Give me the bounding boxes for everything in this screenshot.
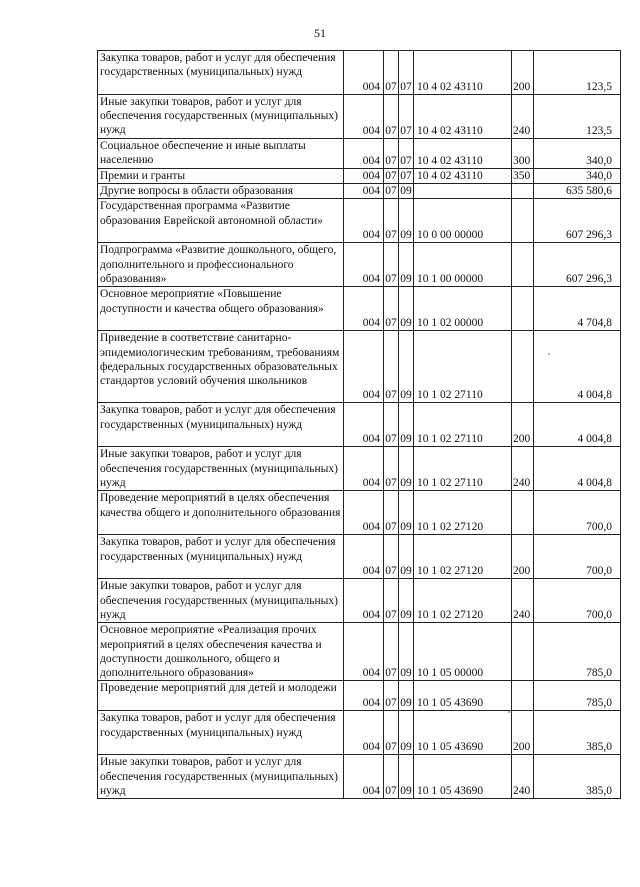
row-name: Закупка товаров, работ и услуг для обеспечения государственных (муниципальных) нужд xyxy=(98,51,344,95)
row-subsection-code: 09 xyxy=(399,331,414,403)
row-name: Закупка товаров, работ и услуг для обеспечения государственных (муниципальных) нужд xyxy=(98,711,344,755)
row-name: Другие вопросы в области образования xyxy=(98,184,344,199)
row-amount: 4 004,8 xyxy=(534,331,621,403)
row-subsection-code: 09 xyxy=(399,711,414,755)
table-row xyxy=(98,623,621,681)
row-target-article: 10 1 05 00000 xyxy=(414,623,512,681)
table-row xyxy=(98,139,621,169)
row-expense-type xyxy=(512,287,534,331)
row-section-code: 07 xyxy=(384,51,399,95)
row-amount: 700,0 xyxy=(534,491,621,535)
row-grbs-code: 004 xyxy=(344,681,384,711)
table-row xyxy=(98,681,621,711)
row-grbs-code: 004 xyxy=(344,403,384,447)
row-subsection-code: 09 xyxy=(399,447,414,491)
row-section-code: 07 xyxy=(384,579,399,623)
row-section-code: 07 xyxy=(384,711,399,755)
row-expense-type xyxy=(512,243,534,287)
table-row xyxy=(98,95,621,139)
row-target-article: 10 1 02 00000 xyxy=(414,287,512,331)
row-target-article xyxy=(414,184,512,199)
row-expense-type xyxy=(512,184,534,199)
row-target-article: 10 4 02 43110 xyxy=(414,51,512,95)
row-section-code: 07 xyxy=(385,170,397,182)
row-amount: 4 704,8 xyxy=(534,287,621,331)
row-grbs-code: 004 xyxy=(344,623,384,681)
row-target-article: 10 1 05 43690 xyxy=(414,755,512,799)
row-expense-type: 300 xyxy=(512,139,534,169)
row-target-article: 10 1 02 27120 xyxy=(414,535,512,579)
row-section-code: 07 xyxy=(384,139,399,169)
row-section-code: 07 xyxy=(384,243,399,287)
row-section-code: 07 xyxy=(384,535,399,579)
row-section-code: 07 xyxy=(384,95,399,139)
row-amount: 123,5 xyxy=(534,51,621,95)
row-name: Основное мероприятие «Реализация прочих мероприятий в целях обеспечения качества и доступности дошкольного, общего и дополнительного образования» xyxy=(98,623,344,681)
row-section-code: 07 xyxy=(384,331,399,403)
row-subsection-code: 09 xyxy=(399,403,414,447)
row-name: Закупка товаров, работ и услуг для обеспечения государственных (муниципальных) нужд xyxy=(98,403,344,447)
row-name: Закупка товаров, работ и услуг для обеспечения государственных (муниципальных) нужд xyxy=(98,535,344,579)
row-grbs-code: 004 xyxy=(344,287,384,331)
row-section-code: 07 xyxy=(384,623,399,681)
page-number: 51 xyxy=(314,26,326,40)
table-row xyxy=(98,331,621,403)
table-row xyxy=(98,184,621,199)
row-section-code: 07 xyxy=(384,199,399,243)
row-name: Проведение мероприятий в целях обеспечения качества общего и дополнительного образования xyxy=(98,491,344,535)
row-name: Проведение мероприятий для детей и молодежи xyxy=(98,681,344,711)
row-target-article: 10 1 05 43690 xyxy=(414,711,512,755)
row-amount: 340,0 xyxy=(534,139,621,169)
table-row xyxy=(98,491,621,535)
row-amount: 607 296,3 xyxy=(534,199,621,243)
row-subsection-code: 09 xyxy=(399,579,414,623)
row-expense-type: 240 xyxy=(512,447,534,491)
row-grbs-code: 004 xyxy=(344,184,384,199)
row-target-article: 10 1 02 27110 xyxy=(414,403,512,447)
table-row xyxy=(98,755,621,799)
row-expense-type xyxy=(512,331,534,403)
row-target-article: 10 1 02 27120 xyxy=(414,491,512,535)
table-row xyxy=(98,199,621,243)
table-row xyxy=(98,287,621,331)
row-grbs-code: 004 xyxy=(344,51,384,95)
row-amount: 785,0 xyxy=(534,681,621,711)
row-amount: 4 004,8 xyxy=(534,447,621,491)
row-target-article: 10 4 02 43110 xyxy=(414,169,512,184)
row-grbs-code: 004 xyxy=(344,139,384,169)
row-section-code: 07 xyxy=(385,185,397,198)
row-target-article: 10 1 02 27120 xyxy=(414,579,512,623)
row-subsection-code: 07 xyxy=(399,95,414,139)
row-name: Государственная программа «Развитие образования Еврейской автономной области» xyxy=(98,199,344,243)
row-expense-type: 240 xyxy=(512,579,534,623)
row-expense-type xyxy=(512,491,534,535)
row-section-code: 07 xyxy=(384,491,399,535)
row-section-code: 07 xyxy=(384,447,399,491)
scan-mark xyxy=(508,711,510,713)
row-amount: 385,0 xyxy=(534,755,621,799)
row-amount: 635 580,6 xyxy=(534,184,621,199)
row-expense-type: 240 xyxy=(512,95,534,139)
row-expense-type: 240 xyxy=(512,755,534,799)
row-amount: 123,5 xyxy=(534,95,621,139)
row-expense-type: 350 xyxy=(512,169,534,184)
row-section-code: 07 xyxy=(384,755,399,799)
row-amount: 700,0 xyxy=(534,535,621,579)
row-target-article: 10 1 00 00000 xyxy=(414,243,512,287)
row-grbs-code: 004 xyxy=(344,755,384,799)
row-subsection-code: 09 xyxy=(399,755,414,799)
table-body xyxy=(98,51,621,799)
row-name: Иные закупки товаров, работ и услуг для обеспечения государственных (муниципальных) нужд xyxy=(98,95,344,139)
row-amount: 4 004,8 xyxy=(534,403,621,447)
row-subsection-code: 07 xyxy=(399,51,414,95)
row-name: Иные закупки товаров, работ и услуг для обеспечения государственных (муниципальных) нужд xyxy=(98,579,344,623)
scan-mark xyxy=(548,353,550,355)
row-subsection-code: 09 xyxy=(399,287,414,331)
row-expense-type: 200 xyxy=(512,51,534,95)
row-grbs-code: 004 xyxy=(344,199,384,243)
row-name: Иные закупки товаров, работ и услуг для обеспечения государственных (муниципальных) нужд xyxy=(98,755,344,799)
row-section-code: 07 xyxy=(384,287,399,331)
row-name: Иные закупки товаров, работ и услуг для обеспечения государственных (муниципальных) нужд xyxy=(98,447,344,491)
row-grbs-code: 004 xyxy=(344,711,384,755)
row-amount: 700,0 xyxy=(534,579,621,623)
row-expense-type xyxy=(512,199,534,243)
table-row xyxy=(98,579,621,623)
row-target-article: 10 4 02 43110 xyxy=(414,95,512,139)
row-subsection-code: 09 xyxy=(399,681,414,711)
row-name: Основное мероприятие «Повышение доступности и качества общего образования» xyxy=(98,287,344,331)
row-name: Приведение в соответствие санитарно-эпидемиологическим требованиям, требованиям федеральных государственных образовательных стандартов условий обучения школьников xyxy=(98,331,344,403)
row-grbs-code: 004 xyxy=(344,331,384,403)
row-amount: 607 296,3 xyxy=(534,243,621,287)
table-row xyxy=(98,243,621,287)
row-expense-type: 200 xyxy=(512,711,534,755)
row-name: Премии и гранты xyxy=(98,169,344,184)
row-grbs-code: 004 xyxy=(344,535,384,579)
row-expense-type: 200 xyxy=(512,403,534,447)
row-amount: 340,0 xyxy=(534,169,621,184)
row-subsection-code: 09 xyxy=(399,535,414,579)
row-section-code: 07 xyxy=(384,403,399,447)
row-grbs-code: 004 xyxy=(344,579,384,623)
row-expense-type: 200 xyxy=(512,535,534,579)
table-row xyxy=(98,535,621,579)
table-row xyxy=(98,169,621,184)
row-subsection-code: 09 xyxy=(399,243,414,287)
table-row xyxy=(98,447,621,491)
row-expense-type xyxy=(512,681,534,711)
row-target-article: 10 1 02 27110 xyxy=(414,331,512,403)
row-subsection-code: 09 xyxy=(399,623,414,681)
row-amount: 385,0 xyxy=(534,711,621,755)
row-target-article: 10 1 02 27110 xyxy=(414,447,512,491)
row-target-article: 10 4 02 43110 xyxy=(414,139,512,169)
row-subsection-code: 07 xyxy=(400,170,412,182)
table-row xyxy=(98,711,621,755)
row-subsection-code: 09 xyxy=(400,185,412,198)
row-target-article: 10 0 00 00000 xyxy=(414,199,512,243)
table-row xyxy=(98,403,621,447)
row-grbs-code: 004 xyxy=(344,447,384,491)
row-subsection-code: 09 xyxy=(399,491,414,535)
row-grbs-code: 004 xyxy=(344,491,384,535)
row-grbs-code: 004 xyxy=(344,169,384,184)
budget-table xyxy=(97,50,621,799)
row-subsection-code: 09 xyxy=(399,199,414,243)
row-grbs-code: 004 xyxy=(344,95,384,139)
row-expense-type xyxy=(512,623,534,681)
row-target-article: 10 1 05 43690 xyxy=(414,681,512,711)
row-name: Социальное обеспечение и иные выплаты населению xyxy=(98,139,344,169)
table-row xyxy=(98,51,621,95)
row-amount: 785,0 xyxy=(534,623,621,681)
row-section-code: 07 xyxy=(384,681,399,711)
row-subsection-code: 07 xyxy=(399,139,414,169)
row-name: Подпрограмма «Развитие дошкольного, общего, дополнительного и профессионального образования» xyxy=(98,243,344,287)
row-grbs-code: 004 xyxy=(344,243,384,287)
